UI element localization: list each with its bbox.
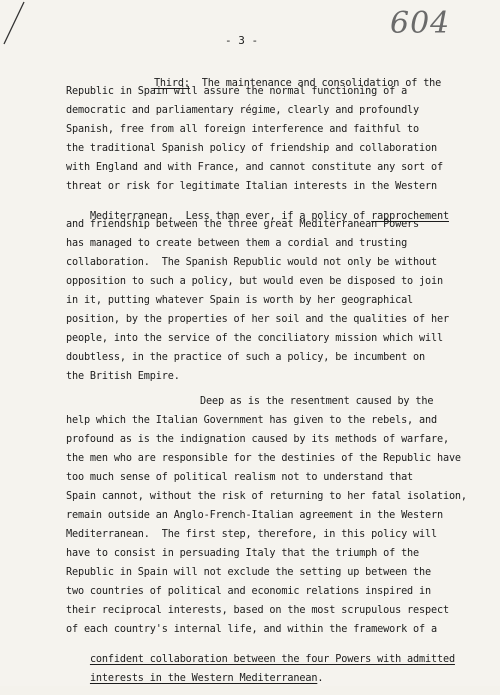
text-line: democratic and parliamentary régime, clearly and profoundly [66, 105, 420, 116]
text-line: Republic in Spain will assure the normal functioning of a [66, 86, 408, 97]
text-line: Spain cannot, without the risk of returning to her fatal isolation, [66, 491, 467, 502]
margin-pen-stroke [0, 0, 40, 50]
text-line: doubtless, in the practice of such a policy, be incumbent on [66, 352, 426, 363]
text-line [66, 662, 500, 695]
underlined-phrase: interests in the Western Mediterranean [89, 673, 318, 684]
text-line: the traditional Spanish policy of friendship and collaboration [66, 143, 437, 154]
text-line: people, into the service of the conciliatory mission which will [66, 333, 443, 344]
text-line: the British Empire. [66, 371, 180, 382]
text-line: too much sense of political realism not to understand that [66, 472, 414, 483]
text-line: threat or risk for legitimate Italian interests in the Western [66, 181, 437, 192]
text-line: of each country's internal life, and within the framework of a [66, 624, 437, 635]
text-line: Deep as is the resentment caused by the [200, 396, 434, 407]
text-line: have to consist in persuading Italy that the triumph of the [66, 548, 420, 559]
text-line: opposition to such a policy, but would even be disposed to join [66, 276, 443, 287]
text-line: with England and with France, and cannot constitute any sort of [66, 162, 443, 173]
page-number: - 3 - [225, 34, 259, 47]
text-line: remain outside an Anglo-French-Italian agreement in the Western [66, 510, 443, 521]
text-line: two countries of political and economic relations inspired in [66, 586, 431, 597]
text-line: collaboration. The Spanish Republic would not only be without [66, 257, 437, 268]
text-line: Spanish, free from all foreign interference and faithful to [66, 124, 420, 135]
text-line: position, by the properties of her soil and the qualities of her [66, 314, 449, 325]
text-line: has managed to create between them a cordial and trusting [66, 238, 408, 249]
text-line: their reciprocal interests, based on the most scrupulous respect [66, 605, 449, 616]
text-line: the men who are responsible for the destinies of the Republic have [66, 453, 461, 464]
text-fragment: The maintenance and consolidation of the [189, 78, 442, 89]
text-fragment: . [317, 673, 324, 684]
text-line: help which the Italian Government has given to the rebels, and [66, 415, 437, 426]
heading-third: Third: [153, 78, 190, 89]
underlined-phrase: confident collaboration between the four Powers with admitted [89, 654, 455, 665]
text-line: profound as is the indignation caused by its methods of warfare, [66, 434, 449, 445]
text-line: Republic in Spain will not exclude the setting up between the [66, 567, 431, 578]
text-line: and friendship between the three great Mediterranean Powers [66, 219, 420, 230]
text-line: in it, putting whatever Spain is worth by her geographical [66, 295, 414, 306]
text-fragment: Mediterranean. Less than ever, if a policy of [89, 211, 372, 222]
handwritten-page-number: 604 [390, 6, 451, 41]
underlined-term: rapprochement [371, 211, 449, 222]
text-line: Mediterranean. The first step, therefore, in this policy will [66, 529, 437, 540]
